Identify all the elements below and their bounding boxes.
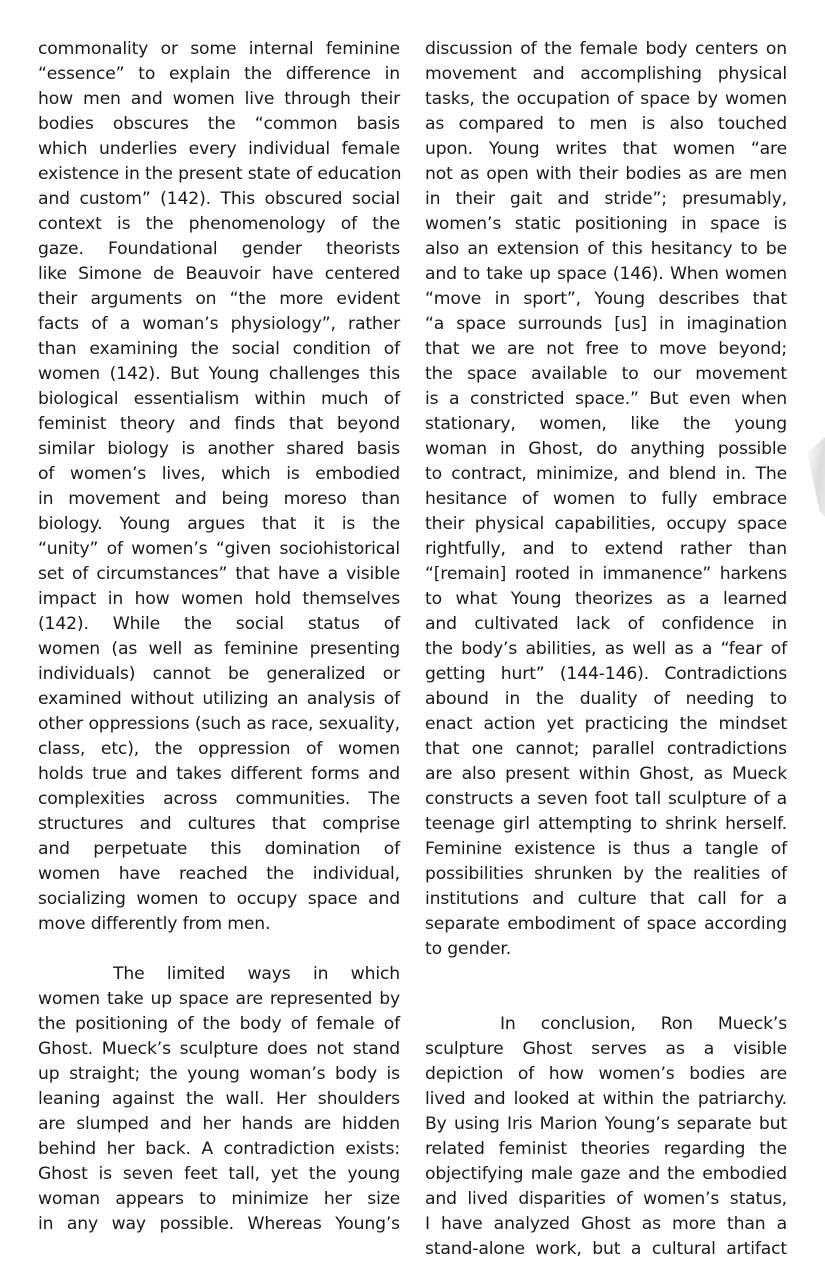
text-line: discussion of the female body centers on xyxy=(425,39,787,59)
text-line: their physical capabilities, occupy space xyxy=(425,514,787,534)
paper-shadow-decoration xyxy=(807,437,825,517)
text-line: biology. Young argues that it is the xyxy=(38,514,400,534)
text-line: institutions and culture that call for a xyxy=(425,889,787,909)
text-line: than examining the social condition of xyxy=(38,339,400,359)
text-line: (142). While the social status of xyxy=(38,614,400,634)
text-line: “essence” to explain the difference in xyxy=(38,64,400,84)
left-text-column xyxy=(38,37,400,1237)
text-line: teenage girl attempting to shrink herself. xyxy=(425,814,787,834)
text-line: are slumped and her hands are hidden xyxy=(38,1114,400,1134)
right-text-column xyxy=(425,37,787,1262)
text-line: upon. Young writes that women “are xyxy=(425,139,787,159)
text-line: the body’s abilities, as well as a “fear of xyxy=(425,639,787,659)
text-line: separate embodiment of space according xyxy=(425,914,787,934)
text-line: in their gait and stride”; presumably, xyxy=(425,189,787,209)
text-line: also an extension of this hesitancy to be xyxy=(425,239,787,259)
text-line: bodies obscures the “common basis xyxy=(38,114,400,134)
text-line: and to take up space (146). When women xyxy=(425,264,787,284)
text-line: woman in Ghost, do anything possible xyxy=(425,439,787,459)
text-line: move differently from men. xyxy=(38,914,271,934)
text-line: to contract, minimize, and blend in. The xyxy=(425,464,787,484)
text-line: women’s static positioning in space is xyxy=(425,214,787,234)
text-line: and perpetuate this domination of xyxy=(38,839,400,859)
text-line: Feminine existence is thus a tangle of xyxy=(425,839,787,859)
text-line: leaning against the wall. Her shoulders xyxy=(38,1089,400,1109)
text-line: the positioning of the body of female of xyxy=(38,1014,400,1034)
text-line: The limited ways in which xyxy=(113,964,400,984)
text-line: objectifying male gaze and the embodied xyxy=(425,1164,787,1184)
text-line: biological essentialism within much of xyxy=(38,389,400,409)
text-line: how men and women live through their xyxy=(38,89,400,109)
text-line: women have reached the individual, xyxy=(38,864,400,884)
text-line: rightfully, and to extend rather than xyxy=(425,539,787,559)
text-line: individuals) cannot be generalized or xyxy=(38,664,400,684)
text-line: is a constricted space.” But even when xyxy=(425,389,787,409)
text-line: “move in sport”, Young describes that xyxy=(425,289,787,309)
text-line: facts of a woman’s physiology”, rather xyxy=(38,314,400,334)
text-line: which underlies every individual female xyxy=(38,139,400,159)
text-line: and custom” (142). This obscured social xyxy=(38,189,400,209)
text-line: I have analyzed Ghost as more than a xyxy=(425,1214,787,1234)
text-line: to what Young theorizes as a learned xyxy=(425,589,787,609)
text-line: that we are not free to move beyond; xyxy=(425,339,787,359)
text-line: sculpture Ghost serves as a visible xyxy=(425,1039,787,1059)
text-line: women take up space are represented by xyxy=(38,989,400,1009)
text-line: that one cannot; parallel contradictions xyxy=(425,739,787,759)
text-line: stand-alone work, but a cultural artifact xyxy=(425,1239,787,1259)
text-line: tasks, the occupation of space by women xyxy=(425,89,787,109)
text-line: existence in the present state of education xyxy=(38,164,402,184)
text-line: Ghost is seven feet tall, yet the young xyxy=(38,1164,400,1184)
text-line: feminist theory and finds that beyond xyxy=(38,414,400,434)
text-line: enact action yet practicing the mindset xyxy=(425,714,787,734)
text-line: “a space surrounds [us] in imagination xyxy=(425,314,787,334)
text-line: and cultivated lack of confidence in xyxy=(425,614,787,634)
text-line: hesitance of women to fully embrace xyxy=(425,489,787,509)
text-line: “unity” of women’s “given sociohistorical xyxy=(38,539,400,559)
text-line: movement and accomplishing physical xyxy=(425,64,787,84)
text-line: “[remain] rooted in immanence” harkens xyxy=(425,564,787,584)
text-line: similar biology is another shared basis xyxy=(38,439,400,459)
text-line: possibilities shrunken by the realities of xyxy=(425,864,787,884)
text-line: related feminist theories regarding the xyxy=(425,1139,787,1159)
text-line: the space available to our movement xyxy=(425,364,787,384)
text-line: set of circumstances” that have a visible xyxy=(38,564,400,584)
text-line: Ghost. Mueck’s sculpture does not stand xyxy=(38,1039,400,1059)
text-line: stationary, women, like the young xyxy=(425,414,787,434)
text-line: depiction of how women’s bodies are xyxy=(425,1064,787,1084)
text-line: constructs a seven foot tall sculpture of a xyxy=(425,789,787,809)
text-line: as compared to men is also touched xyxy=(425,114,787,134)
text-line: socializing women to occupy space and xyxy=(38,889,400,909)
text-line: class, etc), the oppression of women xyxy=(38,739,400,759)
text-line: gaze. Foundational gender theorists xyxy=(38,239,400,259)
text-line: abound in the duality of needing to xyxy=(425,689,787,709)
text-line: other oppressions (such as race, sexuality, xyxy=(38,714,400,734)
text-line: of women’s lives, which is embodied xyxy=(38,464,400,484)
text-line: not as open with their bodies as are men xyxy=(425,164,787,184)
text-line: examined without utilizing an analysis of xyxy=(38,689,400,709)
text-line: By using Iris Marion Young’s separate but xyxy=(425,1114,787,1134)
text-line: in movement and being moreso than xyxy=(38,489,400,509)
text-line: impact in how women hold themselves xyxy=(38,589,400,609)
text-line: up straight; the young woman’s body is xyxy=(38,1064,400,1084)
text-line: to gender. xyxy=(425,939,512,959)
text-line: lived and looked at within the patriarchy. xyxy=(425,1089,787,1109)
text-line: and lived disparities of women’s status, xyxy=(425,1189,787,1209)
text-line: complexities across communities. The xyxy=(38,789,400,809)
text-line: like Simone de Beauvoir have centered xyxy=(38,264,400,284)
text-line: women (142). But Young challenges this xyxy=(38,364,400,384)
text-line: commonality or some internal feminine xyxy=(38,39,400,59)
text-line: women (as well as feminine presenting xyxy=(38,639,400,659)
text-line: holds true and takes different forms and xyxy=(38,764,400,784)
text-line: context is the phenomenology of the xyxy=(38,214,400,234)
text-line: In conclusion, Ron Mueck’s xyxy=(500,1014,787,1034)
text-line: are also present within Ghost, as Mueck xyxy=(425,764,787,784)
text-line: behind her back. A contradiction exists: xyxy=(38,1139,400,1159)
text-line: getting hurt” (144-146). Contradictions xyxy=(425,664,787,684)
text-line: their arguments on “the more evident xyxy=(38,289,400,309)
text-line: woman appears to minimize her size xyxy=(38,1189,400,1209)
text-line: structures and cultures that comprise xyxy=(38,814,400,834)
text-line: in any way possible. Whereas Young’s xyxy=(38,1214,400,1234)
